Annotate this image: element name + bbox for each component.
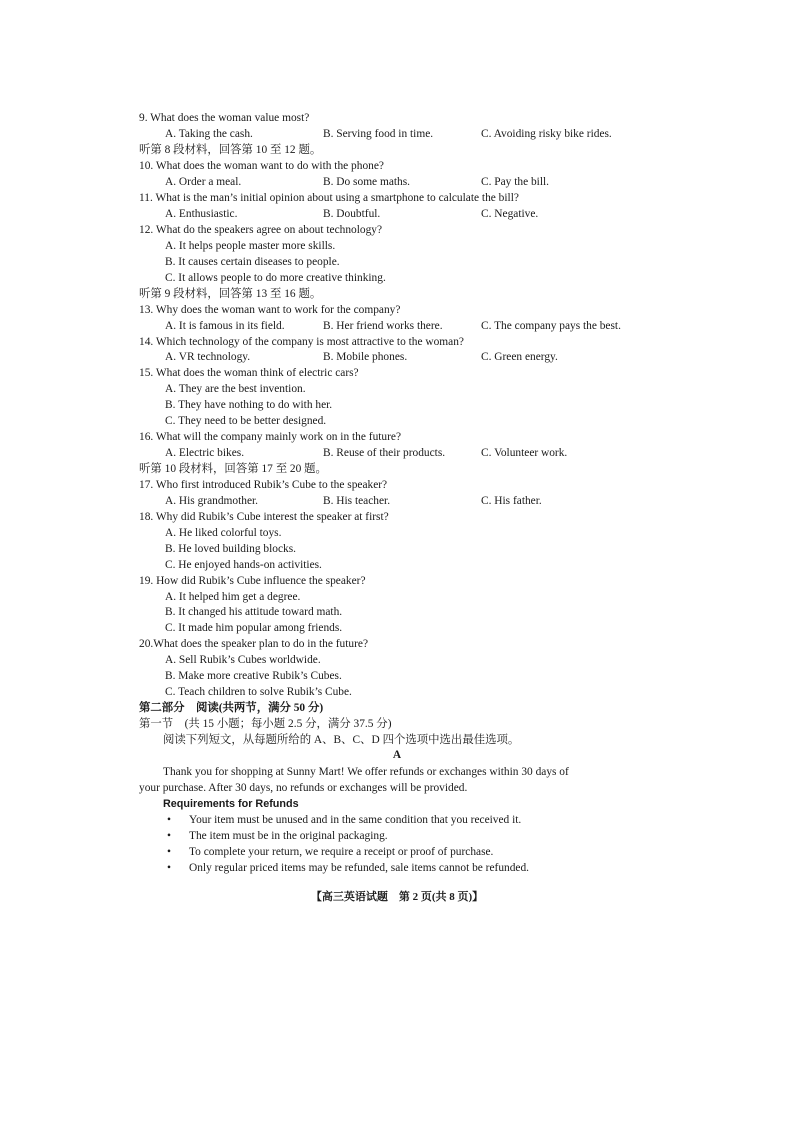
question-stem: 11. What is the man’s initial opinion about using a smartphone to calculate the bill?	[139, 192, 519, 204]
option-a: A. Sell Rubik’s Cubes worldwide.	[165, 654, 321, 666]
option-b: B. They have nothing to do with her.	[165, 399, 333, 411]
option-c: C. He enjoyed hands-on activities.	[165, 559, 322, 571]
bullet-text: To complete your return, we require a receipt or proof of purchase.	[189, 846, 494, 858]
option-a: A. Taking the cash.	[165, 128, 253, 140]
option-c: C. Pay the bill.	[481, 176, 550, 188]
option-c: C. Teach children to solve Rubik’s Cube.	[165, 686, 352, 698]
option-c: C. They need to be better designed.	[165, 415, 327, 427]
bullet-icon: •	[167, 814, 171, 826]
option-b: B. Reuse of their products.	[323, 447, 446, 459]
instruction-text: 阅读下列短文，从每题所给的 A、B、C、D 四个选项中选出最佳选项。	[163, 734, 520, 746]
option-c: C. It allows people to do more creative thinking.	[165, 272, 386, 284]
paragraph-line: your purchase. After 30 days, no refunds or exchanges will be provided.	[139, 782, 468, 794]
option-a: A. Order a meal.	[165, 176, 242, 188]
option-a: A. VR technology.	[165, 351, 251, 363]
option-b: B. Her friend works there.	[323, 320, 443, 332]
listening-section-label: 听第 9 段材料，回答第 13 至 16 题。	[139, 288, 322, 300]
bullet-icon: •	[167, 846, 171, 858]
question-stem: 19. How did Rubik’s Cube influence the speaker?	[139, 575, 366, 587]
question-stem: 10. What does the woman want to do with the phone?	[139, 160, 384, 172]
question-stem: 18. Why did Rubik’s Cube interest the speaker at first?	[139, 511, 389, 523]
bullet-item	[167, 813, 647, 827]
option-b: B. Mobile phones.	[323, 351, 408, 363]
question-stem: 9. What does the woman value most?	[139, 112, 310, 124]
paragraph-line: Thank you for shopping at Sunny Mart! We offer refunds or exchanges within 30 days of	[163, 766, 569, 778]
option-a: A. It is famous in its field.	[165, 320, 285, 332]
option-c: C. Negative.	[481, 208, 539, 220]
question-stem: 14. Which technology of the company is most attractive to the woman?	[139, 336, 464, 348]
option-c: C. Volunteer work.	[481, 447, 568, 459]
option-a: A. They are the best invention.	[165, 383, 306, 395]
option-b: B. It changed his attitude toward math.	[165, 606, 343, 618]
question-stem: 16. What will the company mainly work on in the future?	[139, 431, 402, 443]
passage-label: A	[392, 749, 402, 761]
page-footer: 【高三英语试题 第 2 页(共 8 页)】	[310, 891, 484, 903]
question-stem: 13. Why does the woman want to work for the company?	[139, 304, 401, 316]
bullet-item	[167, 861, 647, 875]
bullet-text: The item must be in the original packaging.	[189, 830, 388, 842]
option-a: A. His grandmother.	[165, 495, 259, 507]
bullet-item	[167, 829, 647, 843]
option-a: A. It helped him get a degree.	[165, 591, 301, 603]
option-c: C. Avoiding risky bike rides.	[481, 128, 612, 140]
listening-section-label: 听第 8 段材料，回答第 10 至 12 题。	[139, 144, 322, 156]
question-stem: 17. Who first introduced Rubik’s Cube to the speaker?	[139, 479, 388, 491]
question-stem: 15. What does the woman think of electric cars?	[139, 367, 359, 379]
option-a: A. Electric bikes.	[165, 447, 245, 459]
bullet-icon: •	[167, 830, 171, 842]
option-b: B. His teacher.	[323, 495, 391, 507]
part-heading: 第二部分 阅读(共两节，满分 50 分)	[139, 702, 324, 714]
question-stem: 20.What does the speaker plan to do in the future?	[139, 638, 369, 650]
bullet-item	[167, 845, 647, 859]
option-b: B. Serving food in time.	[323, 128, 434, 140]
option-c: C. The company pays the best.	[481, 320, 621, 332]
listening-section-label: 听第 10 段材料，回答第 17 至 20 题。	[139, 463, 327, 475]
question-stem: 12. What do the speakers agree on about technology?	[139, 224, 383, 236]
bullet-text: Only regular priced items may be refunded, sale items cannot be refunded.	[189, 862, 530, 874]
option-c: C. Green energy.	[481, 351, 558, 363]
option-b: B. Do some maths.	[323, 176, 411, 188]
option-c: C. It made him popular among friends.	[165, 622, 343, 634]
option-a: A. It helps people master more skills.	[165, 240, 336, 252]
option-a: A. He liked colorful toys.	[165, 527, 282, 539]
option-a: A. Enthusiastic.	[165, 208, 238, 220]
option-b: B. Doubtful.	[323, 208, 381, 220]
section-heading: 第一节 (共 15 小题；每小题 2.5 分，满分 37.5 分)	[139, 718, 392, 730]
option-c: C. His father.	[481, 495, 542, 507]
bullet-icon: •	[167, 862, 171, 874]
option-b: B. He loved building blocks.	[165, 543, 296, 555]
option-b: B. Make more creative Rubik’s Cubes.	[165, 670, 342, 682]
requirements-heading: Requirements for Refunds	[163, 798, 299, 810]
bullet-text: Your item must be unused and in the same condition that you received it.	[189, 814, 522, 826]
option-b: B. It causes certain diseases to people.	[165, 256, 340, 268]
